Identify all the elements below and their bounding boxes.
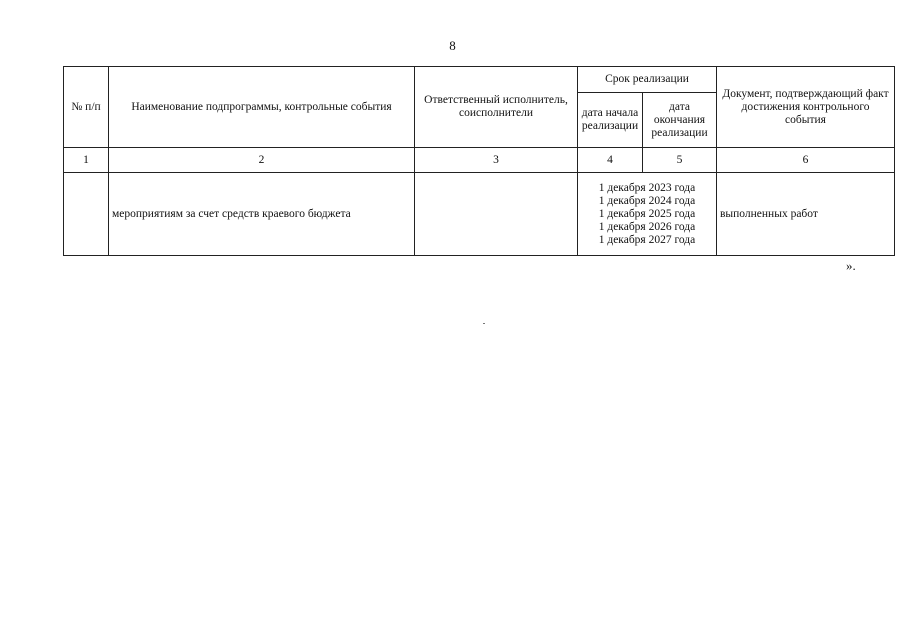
row-document-cell: выполненных работ (717, 173, 895, 256)
header-document: Документ, подтверждающий факт достижения контрольного события (717, 67, 895, 148)
column-number: 6 (717, 148, 895, 173)
deadline-date: 1 декабря 2025 года (598, 207, 696, 220)
deadline-date: 1 декабря 2027 года (598, 233, 696, 246)
header-name: Наименование подпрограммы, контрольные события (109, 67, 415, 148)
control-events-table (63, 66, 895, 256)
closing-quote: ». (846, 258, 856, 273)
column-number: 2 (109, 148, 415, 173)
deadline-date: 1 декабря 2026 года (598, 220, 696, 233)
row-dates-cell (578, 173, 717, 256)
deadline-date: 1 декабря 2024 года (598, 194, 696, 207)
column-number: 1 (64, 148, 109, 173)
header-end-date: дата окончания реализации (643, 93, 717, 148)
page-number: 8 (449, 38, 456, 53)
table-row (64, 173, 895, 256)
column-number: 4 (578, 148, 643, 173)
row-name-cell: мероприятиям за счет средств краевого бюджета (109, 173, 415, 256)
scan-speck (483, 323, 485, 324)
header-start-date: дата начала реализации (578, 93, 643, 148)
deadline-date: 1 декабря 2023 года (598, 181, 696, 194)
header-period: Срок реализации (578, 67, 717, 93)
column-number: 3 (415, 148, 578, 173)
header-num: № п/п (64, 67, 109, 148)
row-responsible-cell (415, 173, 578, 256)
column-numbers-row (64, 148, 895, 173)
column-number: 5 (643, 148, 717, 173)
row-num-cell (64, 173, 109, 256)
header-responsible: Ответственный исполнитель, соисполнители (415, 67, 578, 148)
